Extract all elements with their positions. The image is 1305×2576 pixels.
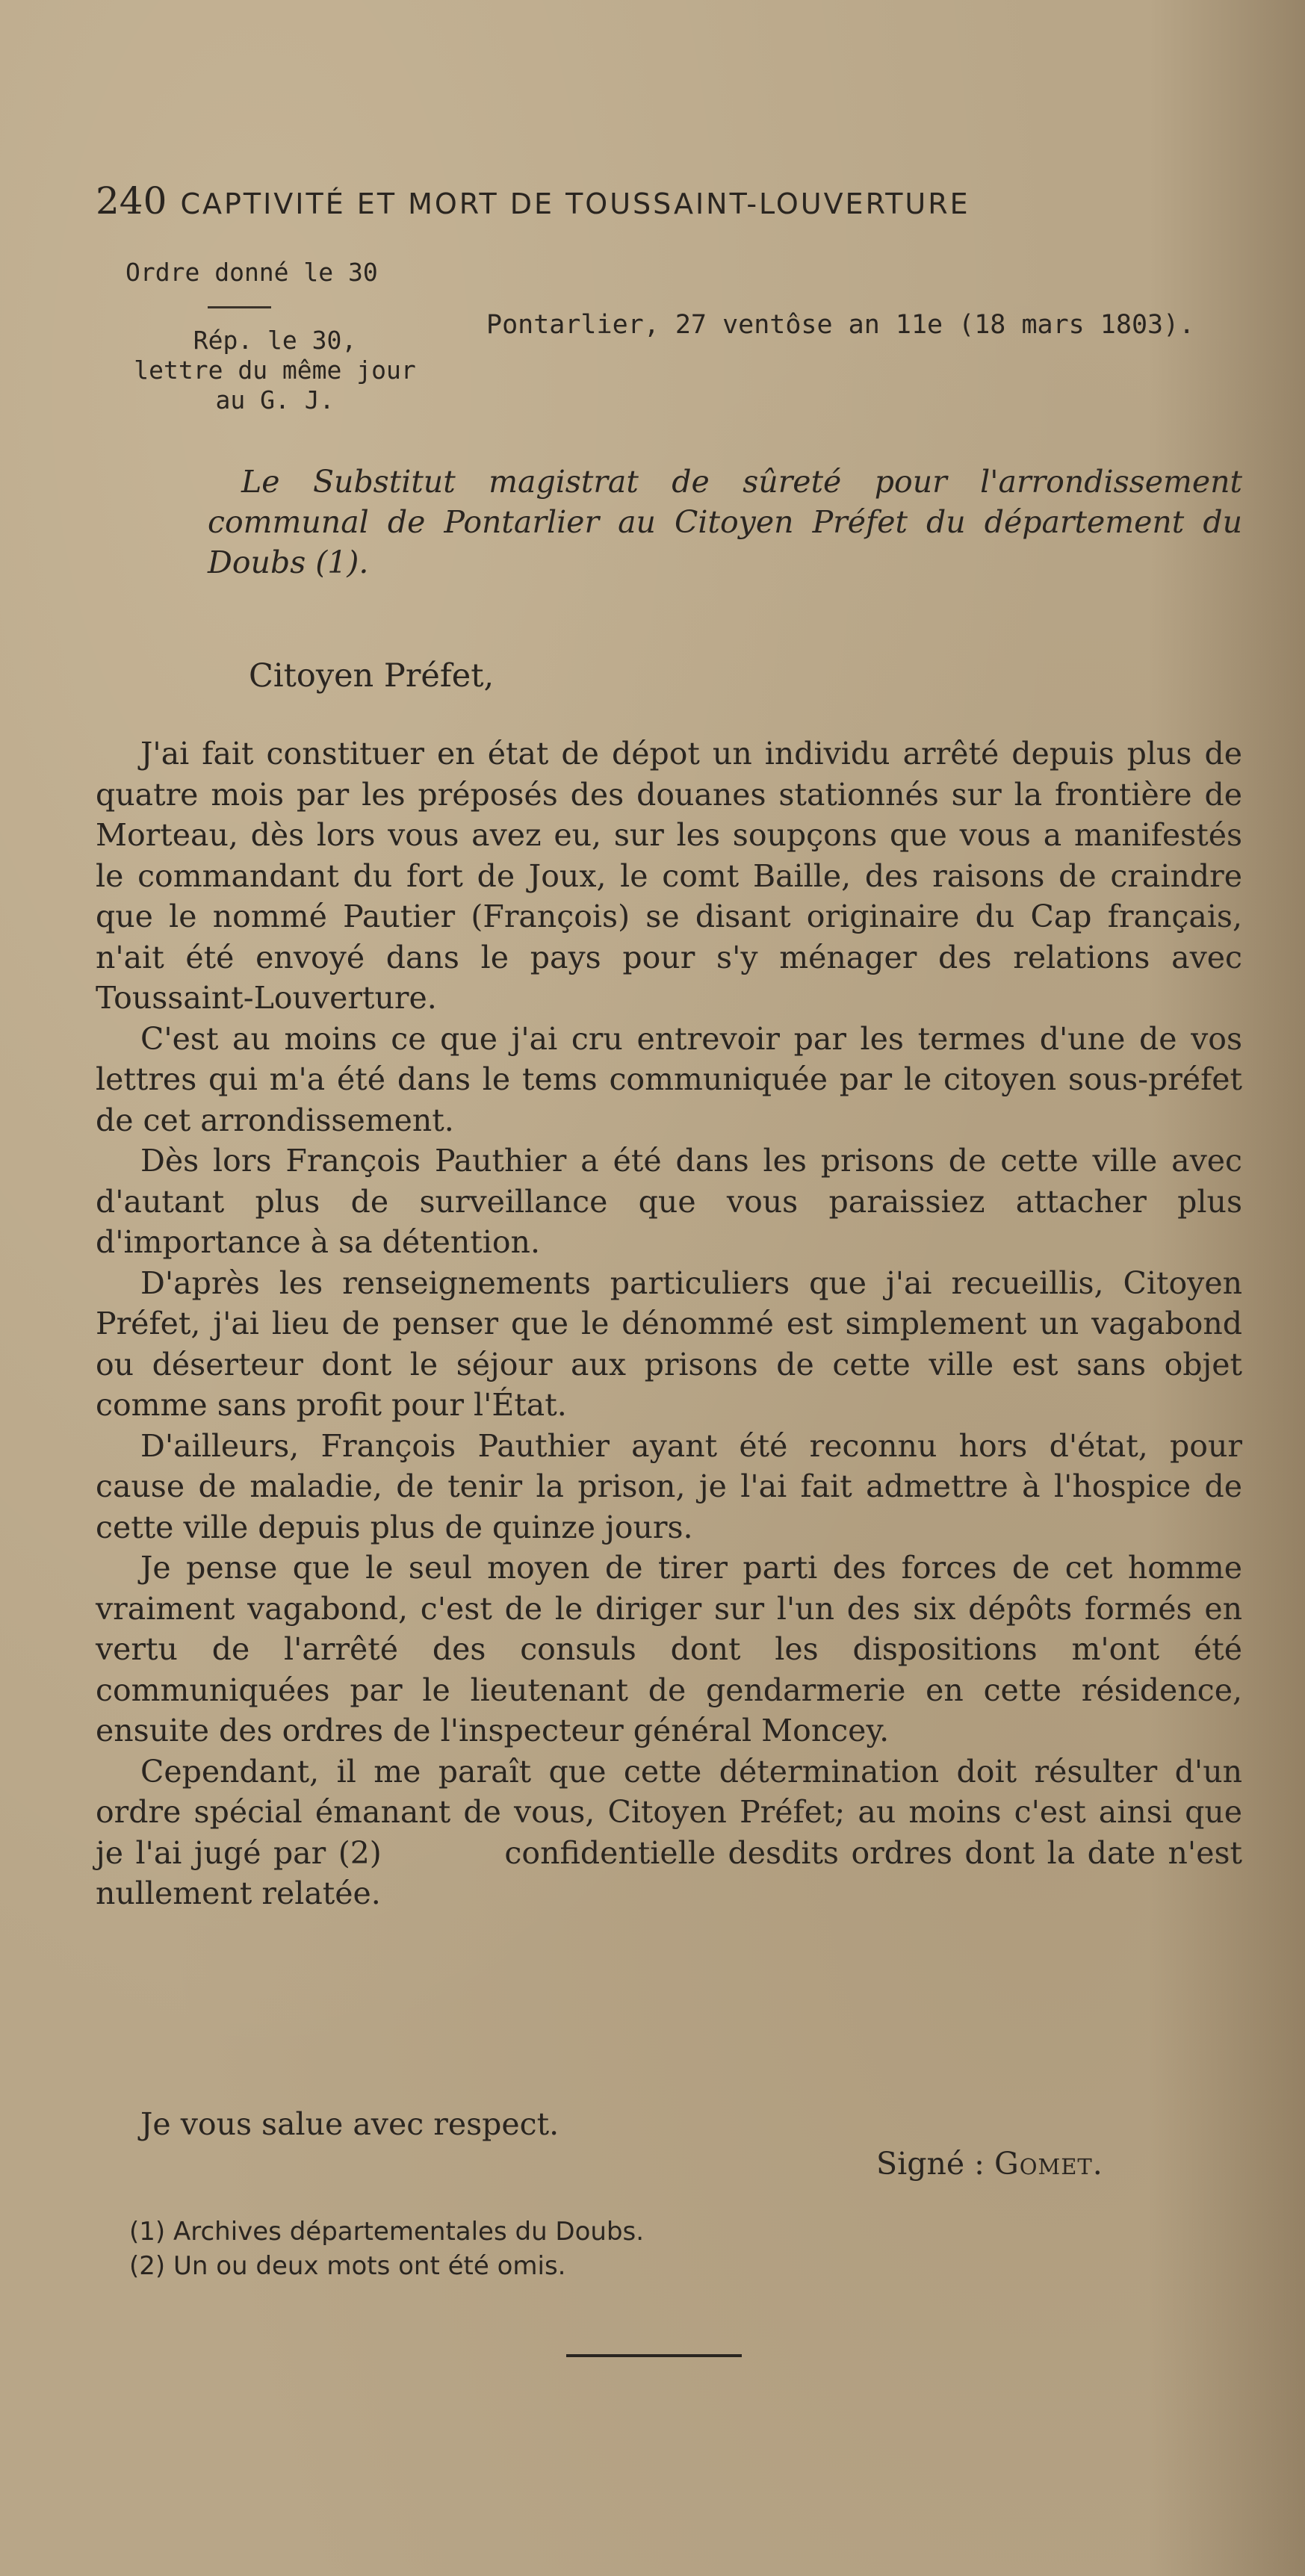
margin-note-reply-line: Rép. le 30, bbox=[193, 326, 357, 355]
signature-name: Gomet. bbox=[994, 2146, 1103, 2182]
body-paragraph: Je pense que le seul moyen de tirer parti des forces de cet homme vraiment vagabond, c'est de le diriger sur l'un des six dépôts formés en vertu de l'arrêté des consuls dont les dispositions m'ont été communiquées par le lieutenant de gendarmerie en cette résidence, ensuite des ordres de l'inspecteur général Moncey. bbox=[96, 1550, 1242, 1748]
document-page bbox=[96, 179, 1253, 2281]
body-paragraph: J'ai fait constituer en état de dépot un individu arrêté depuis plus de quatre mois par les préposés des douanes stationnés sur la frontière de Morteau, dès lors vous avez eu, sur les soupçons que vous a manifestés le commandant du fort de Joux, le comt Baille, des raisons de craindre que le nommé Pautier (François) se disant originaire du Cap français, n'ait été envoyé dans le pays pour s'y ménager des relations avec Toussaint-Louverture. bbox=[96, 736, 1242, 1016]
body-paragraph: D'après les renseignements particuliers que j'ai recueillis, Citoyen Préfet, j'ai lieu de penser que le dénommé est simplement un vagabond ou déserteur dont le séjour aux prisons de cette ville est sans objet comme sans profit pour l'État. bbox=[96, 1264, 1242, 1423]
running-header bbox=[96, 179, 1239, 223]
margin-rule bbox=[208, 306, 271, 308]
margin-note-reply-line: lettre du même jour bbox=[134, 356, 416, 385]
body-paragraph: C'est au moins ce que j'ai cru entrevoir par les termes d'une de vos lettres qui m'a été dans le tems communiquée par le citoyen sous-préfet de cet arrondissement. bbox=[96, 1020, 1242, 1138]
letter-body bbox=[96, 733, 1253, 1914]
body-paragraph: Dès lors François Pauthier a été dans les prisons de cette ville avec d'autant plus de surveillance que vous paraissiez attacher plus d'importance à sa détention. bbox=[96, 1143, 1242, 1260]
dateline: Pontarlier, 27 ventôse an 11e (18 mars 1803). bbox=[486, 310, 1195, 340]
letter-address: Le Substitut magistrat de sûreté pour l'arrondissement communal de Pontarlier au Citoyen Préfet du département du Doubs (1). bbox=[208, 464, 1242, 580]
closing-line: Je vous salue avec respect. bbox=[140, 2106, 559, 2142]
end-rule bbox=[566, 2354, 742, 2357]
salutation: Citoyen Préfet, bbox=[249, 657, 495, 695]
margin-note-order: Ordre donné le 30 bbox=[125, 258, 378, 287]
running-title: CAPTIVITÉ ET MORT DE TOUSSAINT-LOUVERTURE bbox=[180, 187, 970, 220]
footnote: (1) Archives départementales du Doubs. bbox=[129, 2217, 645, 2247]
margin-note-reply bbox=[96, 326, 454, 415]
footnote: (2) Un ou deux mots ont été omis. bbox=[129, 2251, 566, 2281]
margin-note-reply-line: au G. J. bbox=[215, 385, 335, 415]
footnotes bbox=[129, 2215, 644, 2283]
page-number: 240 bbox=[96, 179, 167, 223]
body-paragraph: D'ailleurs, François Pauthier ayant été reconnu hors d'état, pour cause de maladie, de tenir la prison, je l'ai fait admettre à l'hospice de cette ville depuis plus de quinze jours. bbox=[96, 1427, 1242, 1545]
signature bbox=[876, 2146, 1103, 2182]
signature-label: Signé : bbox=[876, 2146, 994, 2182]
body-paragraph: Cependant, il me paraît que cette détermination doit résulter d'un ordre spécial émanant de vous, Citoyen Préfet; au moins c'est ainsi que je l'ai jugé par (2) confidentielle desdits ordres dont la date n'est nullement relatée. bbox=[96, 1753, 1253, 1911]
